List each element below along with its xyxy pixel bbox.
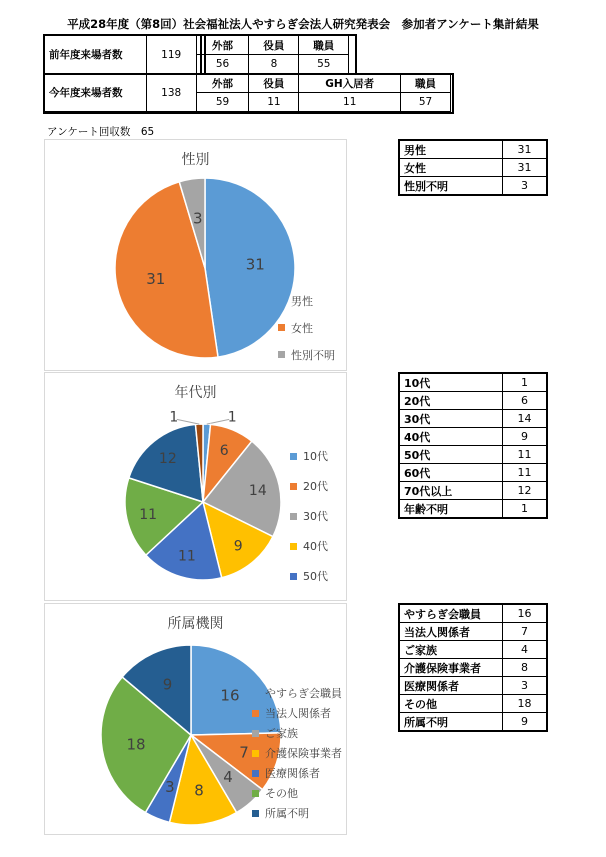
- row-value: 31: [503, 140, 548, 159]
- attendance-table: [44, 35, 451, 112]
- row-label: やすらぎ会職員: [399, 604, 503, 623]
- table-row: [399, 446, 547, 464]
- row-value: 11: [503, 464, 548, 482]
- legend-label: 女性: [291, 321, 313, 335]
- legend-label: 男性: [291, 294, 313, 308]
- row-value: 18: [503, 695, 548, 713]
- legend-label: ご家族: [265, 727, 298, 740]
- data-label-60代: 11: [139, 507, 158, 524]
- age-legend: [290, 441, 328, 591]
- legend-item: [252, 803, 342, 823]
- legend-label: 10代: [303, 450, 328, 463]
- data-label-40代: 9: [233, 538, 243, 555]
- legend-item: [252, 763, 342, 783]
- table-row: [399, 623, 547, 641]
- legend-swatch: [278, 297, 285, 304]
- legend-label: 20代: [303, 480, 328, 493]
- legend-swatch: [278, 324, 285, 331]
- table-row: [399, 410, 547, 428]
- table-row: [399, 713, 547, 732]
- legend-item: [252, 743, 342, 763]
- curr-year-label: 今年度来場者数: [45, 74, 147, 112]
- table-row: [399, 604, 547, 623]
- leader-line-年齢不明: [177, 419, 199, 424]
- curr-staff-header: 職員: [401, 74, 451, 93]
- row-label: ご家族: [399, 641, 503, 659]
- row-value: 1: [503, 500, 548, 519]
- curr-officer-value: 11: [249, 93, 299, 112]
- table-row: [399, 373, 547, 392]
- table-row: [399, 464, 547, 482]
- row-label: 当法人関係者: [399, 623, 503, 641]
- legend-swatch: [290, 573, 297, 580]
- prev-external-value: 56: [196, 55, 249, 74]
- table-row: [399, 641, 547, 659]
- prev-year-header-row: [45, 36, 451, 55]
- table-row: [399, 177, 547, 196]
- data-label-20代: 6: [219, 442, 229, 459]
- legend-swatch: [290, 483, 297, 490]
- legend-swatch: [290, 513, 297, 520]
- curr-year-header-row: [45, 74, 451, 93]
- legend-item: [290, 471, 328, 501]
- legend-label: 医療関係者: [265, 767, 320, 780]
- row-label: 30代: [399, 410, 503, 428]
- legend-item: [278, 341, 335, 368]
- legend-label: 性別不明: [291, 348, 335, 362]
- legend-item: [290, 501, 328, 531]
- legend-item: [290, 561, 328, 591]
- prev-year-total: 119: [146, 36, 196, 74]
- prev-external-header: 外部: [196, 36, 249, 55]
- row-label: 男性: [399, 140, 503, 159]
- row-value: 14: [503, 410, 548, 428]
- prev-staff-header: 職員: [299, 36, 349, 55]
- row-label: 70代以上: [399, 482, 503, 500]
- row-value: 16: [503, 604, 548, 623]
- report-title: 平成28年度（第8回）社会福祉法人やすらぎ会法人研究発表会 参加者アンケート集計結果: [67, 17, 539, 31]
- curr-officer-header: 役員: [249, 74, 299, 93]
- data-label-医療関係者: 3: [165, 777, 175, 796]
- row-value: 3: [503, 677, 548, 695]
- age-chart-title: 年代別: [174, 385, 217, 401]
- legend-item: [278, 287, 335, 314]
- legend-label: 介護保険事業者: [265, 747, 342, 760]
- data-label-10代: 1: [227, 409, 237, 426]
- legend-item: [252, 683, 342, 703]
- legend-swatch: [290, 543, 297, 550]
- row-label: 介護保険事業者: [399, 659, 503, 677]
- row-value: 7: [503, 623, 548, 641]
- table-row: [399, 500, 547, 519]
- curr-gh-header: GH入居者: [299, 74, 401, 93]
- affiliation-chart-panel: [44, 603, 347, 835]
- leader-line-10代: [207, 419, 229, 424]
- row-value: 3: [503, 177, 548, 196]
- legend-label: 50代: [303, 570, 328, 583]
- data-label-ご家族: 4: [223, 768, 233, 787]
- legend-swatch: [252, 730, 259, 737]
- legend-swatch: [252, 690, 259, 697]
- gender-legend: [278, 287, 335, 368]
- data-label-性別不明: 3: [192, 209, 203, 228]
- legend-label: その他: [265, 787, 298, 800]
- row-value: 9: [503, 713, 548, 732]
- curr-staff-value: 57: [401, 93, 451, 112]
- row-label: 所属不明: [399, 713, 503, 732]
- data-label-50代: 11: [178, 548, 196, 565]
- data-label-70代以上: 12: [158, 451, 177, 468]
- row-label: 60代: [399, 464, 503, 482]
- age-data-table: [398, 372, 548, 519]
- curr-external-value: 59: [196, 93, 249, 112]
- data-label-女性: 31: [146, 270, 166, 289]
- legend-swatch: [252, 790, 259, 797]
- prev-officer-value: 8: [249, 55, 299, 74]
- data-label-当法人関係者: 7: [239, 743, 249, 762]
- curr-gh-value: 11: [299, 93, 401, 112]
- row-label: 医療関係者: [399, 677, 503, 695]
- affiliation-chart-title: 所属機関: [167, 616, 224, 632]
- table-row: [399, 428, 547, 446]
- row-label: 性別不明: [399, 177, 503, 196]
- row-value: 8: [503, 659, 548, 677]
- affiliation-data-table: [398, 603, 548, 732]
- data-label-30代: 14: [248, 482, 267, 499]
- curr-year-total: 138: [146, 74, 196, 112]
- data-label-やすらぎ会職員: 16: [220, 686, 240, 705]
- legend-item: [252, 703, 342, 723]
- row-value: 4: [503, 641, 548, 659]
- gender-chart-panel: [44, 139, 347, 371]
- row-label: 20代: [399, 392, 503, 410]
- curr-external-header: 外部: [196, 74, 249, 93]
- legend-swatch: [252, 710, 259, 717]
- table-row: [399, 140, 547, 159]
- legend-swatch: [290, 453, 297, 460]
- survey-count: アンケート回収数 65: [47, 126, 155, 138]
- gender-chart-title: 性別: [181, 152, 210, 168]
- table-row: [399, 677, 547, 695]
- table-row: [399, 392, 547, 410]
- row-label: 40代: [399, 428, 503, 446]
- legend-item: [290, 441, 328, 471]
- legend-swatch: [252, 750, 259, 757]
- prev-staff-value: 55: [299, 55, 349, 74]
- legend-item: [252, 723, 342, 743]
- legend-label: 40代: [303, 540, 328, 553]
- data-label-年齢不明: 1: [169, 409, 179, 426]
- row-value: 1: [503, 373, 548, 392]
- affiliation-legend: [252, 683, 342, 823]
- age-chart-panel: [44, 372, 347, 601]
- data-label-介護保険事業者: 8: [194, 781, 204, 800]
- gender-data-table: [398, 139, 548, 196]
- row-value: 11: [503, 446, 548, 464]
- legend-label: 30代: [303, 510, 328, 523]
- row-label: 年齢不明: [399, 500, 503, 519]
- table-row: [399, 482, 547, 500]
- legend-item: [278, 314, 335, 341]
- data-label-所属不明: 9: [162, 675, 173, 694]
- row-value: 9: [503, 428, 548, 446]
- row-value: 6: [503, 392, 548, 410]
- legend-item: [252, 783, 342, 803]
- data-label-男性: 31: [245, 255, 265, 274]
- legend-swatch: [252, 810, 259, 817]
- legend-swatch: [252, 770, 259, 777]
- legend-label: やすらぎ会職員: [265, 687, 342, 700]
- row-label: 50代: [399, 446, 503, 464]
- table-row: [399, 659, 547, 677]
- prev-year-label: 前年度来場者数: [45, 36, 147, 74]
- table-row: [399, 695, 547, 713]
- row-value: 12: [503, 482, 548, 500]
- legend-label: 当法人関係者: [265, 707, 331, 720]
- table-row: [399, 159, 547, 177]
- row-label: 10代: [399, 373, 503, 392]
- data-label-その他: 18: [126, 735, 146, 754]
- legend-swatch: [278, 351, 285, 358]
- prev-officer-header: 役員: [249, 36, 299, 55]
- legend-item: [290, 531, 328, 561]
- row-label: 女性: [399, 159, 503, 177]
- legend-label: 所属不明: [265, 807, 309, 820]
- row-label: その他: [399, 695, 503, 713]
- row-value: 31: [503, 159, 548, 177]
